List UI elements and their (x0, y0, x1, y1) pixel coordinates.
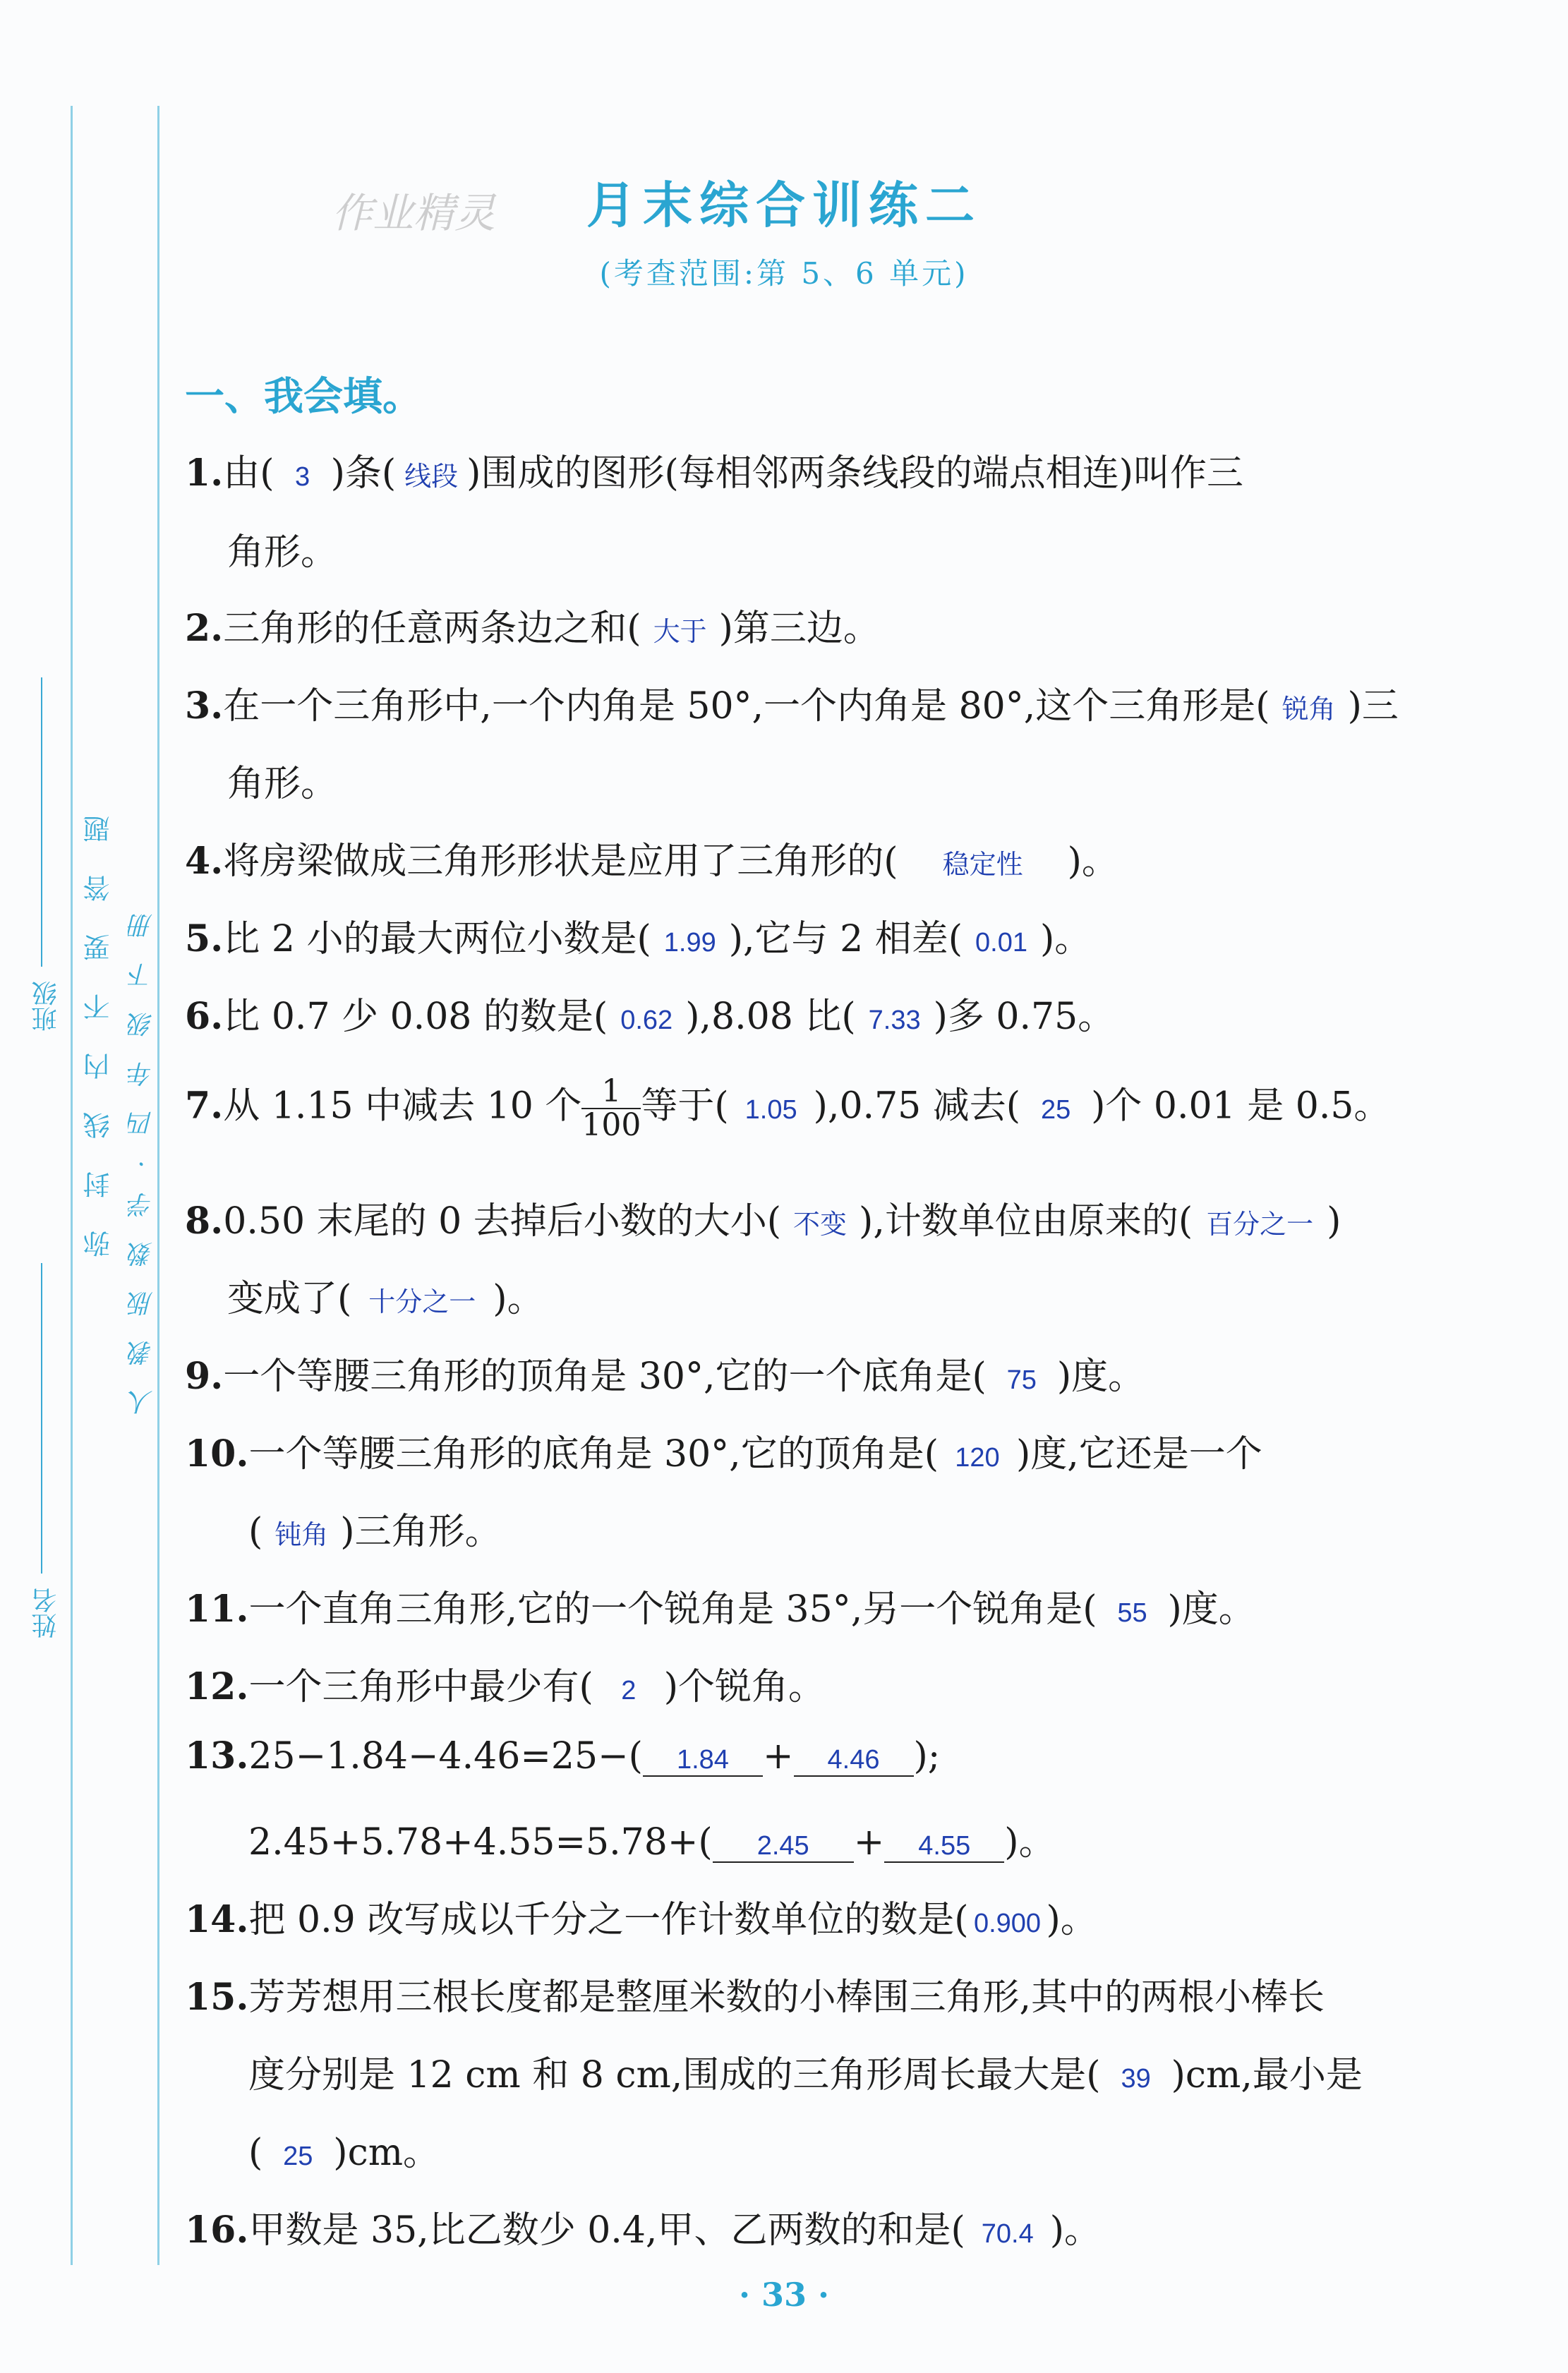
question-10-cont: ( 钝角 )三角形。 (248, 1511, 502, 1553)
answer: 0.01 (975, 928, 1027, 958)
seal-notice: 弥封线内不要答题 (83, 783, 114, 1257)
section-heading: 一、我会填。 (185, 373, 422, 420)
answer: 0.62 (620, 1006, 673, 1035)
question-6: 6.比 0.7 少 0.08 的数是( 0.62 ),8.08 比( 7.33 )多 0.75。 (185, 995, 1115, 1038)
question-13: 13.25−1.84−4.46=25−( 1.84 + 4.46 ); (185, 1734, 941, 1777)
answer: 120 (955, 1443, 1000, 1473)
answer: 3 (295, 462, 310, 492)
page-subtitle: (考查范围:第 5、6 单元) (599, 256, 969, 291)
watermark: 作业精灵 (332, 189, 496, 237)
page-title: 月末综合训练二 (586, 176, 982, 234)
question-number: 1. (185, 452, 224, 495)
question-3-cont: 角形。 (227, 763, 338, 805)
question-10: 10.一个等腰三角形的底角是 30°,它的顶角是( 120 )度,它还是一个 (185, 1432, 1262, 1475)
question-16: 16.甲数是 35,比乙数少 0.4,甲、乙两数的和是( 70.4 )。 (185, 2209, 1102, 2252)
answer: 70.4 (981, 2219, 1034, 2249)
question-9: 9.一个等腰三角形的顶角是 30°,它的一个底角是( 75 )度。 (185, 1355, 1145, 1398)
answer: 0.900 (973, 1909, 1042, 1938)
answer-blank: 4.55 (884, 1831, 1004, 1863)
answer-blank: 2.45 (713, 1831, 854, 1863)
name-line (41, 1263, 42, 1574)
answer: 25 (1040, 1094, 1071, 1125)
question-12: 12.一个三角形中最少有( 2 )个锐角。 (185, 1665, 826, 1708)
question-15-cont2: ( 25 )cm。 (248, 2132, 440, 2174)
class-label: 班级 (32, 981, 61, 1032)
question-1-cont: 角形。 (227, 531, 338, 574)
answer: 1.99 (663, 928, 716, 958)
question-1: 1.由( 3 )条( 线段 )围成的图形(每相邻两条线段的端点相连)叫作三 (185, 452, 1244, 495)
answer: 2 (621, 1676, 637, 1705)
book-edition: 人教版数学·四年级下册 (128, 889, 157, 1415)
answer: 7.33 (868, 1006, 921, 1035)
answer: 稳定性 (942, 850, 1023, 880)
question-7: 7.从 1.15 中减去 10 个 $\frac{1}{100}$ 等于( 1.05 ),0.75 减去( 25 )个 0.01 是 0.5。 (185, 1073, 1391, 1144)
question-13-cont: 2.45+5.78+4.55=5.78+( 2.45 + 4.55 )。 (248, 1821, 1056, 1864)
page-number: · 33 · (738, 2276, 830, 2314)
answer: 不变 (793, 1210, 848, 1240)
answer: 十分之一 (368, 1288, 476, 1317)
question-14: 14.把 0.9 改写成以千分之一作计数单位的数是( 0.900 )。 (185, 1898, 1097, 1941)
question-3: 3.在一个三角形中,一个内角是 50°,一个内角是 80°,这个三角形是( 锐角 )三 (185, 684, 1399, 727)
question-8: 8.0.50 末尾的 0 去掉后小数的大小( 不变 ),计数单位由原来的( 百分之一 ) (185, 1200, 1341, 1243)
answer: 75 (1006, 1365, 1037, 1395)
answer: 25 (283, 2142, 313, 2171)
answer: 39 (1121, 2064, 1151, 2094)
question-11: 11.一个直角三角形,它的一个锐角是 35°,另一个锐角是( 55 )度。 (185, 1588, 1255, 1631)
question-2: 2.三角形的任意两条边之和( 大于 )第三边。 (185, 607, 880, 650)
answer-blank: 1.84 (643, 1745, 763, 1777)
answer: 锐角 (1281, 695, 1336, 725)
answer: 55 (1117, 1598, 1147, 1628)
question-15-cont: 度分别是 12 cm 和 8 cm,围成的三角形周长最大是( 39 )cm,最小是 (248, 2054, 1363, 2096)
question-15: 15.芳芳想用三根长度都是整厘米数的小棒围三角形,其中的两根小棒长 (185, 1976, 1325, 2019)
answer: 大于 (653, 617, 707, 647)
answer: 线段 (404, 462, 459, 492)
question-5: 5.比 2 小的最大两位小数是( 1.99 ),它与 2 相差( 0.01 )。 (185, 917, 1092, 960)
question-4: 4.将房梁做成三角形形状是应用了三角形的( 稳定性 )。 (185, 840, 1118, 883)
class-line (41, 677, 42, 967)
answer: 1.05 (744, 1094, 797, 1125)
answer-blank: 4.46 (794, 1745, 914, 1777)
name-label: 姓名 (32, 1588, 61, 1638)
fraction: $\frac{1}{100}$ (581, 1073, 641, 1144)
answer: 百分之一 (1206, 1210, 1314, 1240)
answer: 钝角 (275, 1521, 329, 1550)
question-8-cont: 变成了( 十分之一 )。 (227, 1278, 544, 1320)
